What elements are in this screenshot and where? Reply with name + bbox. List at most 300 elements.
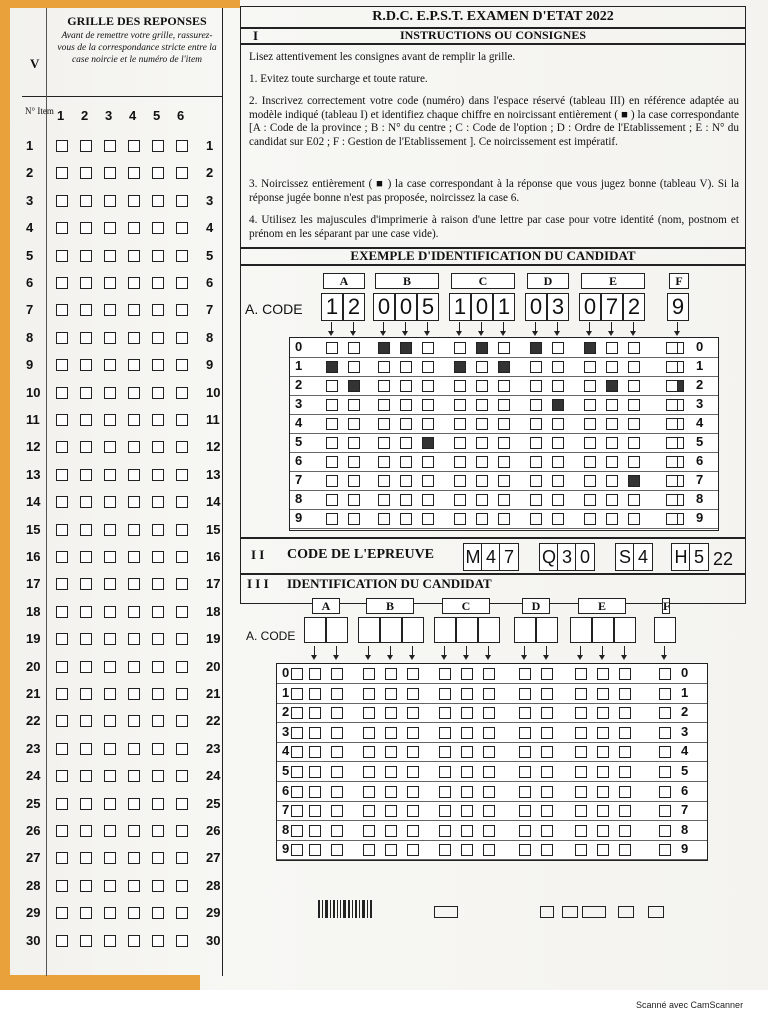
answer-checkbox[interactable] [104,798,116,810]
answer-checkbox[interactable] [152,661,164,673]
answer-checkbox[interactable] [176,441,188,453]
answer-checkbox[interactable] [128,935,140,947]
answer-checkbox[interactable] [176,715,188,727]
candidate-bubble[interactable] [439,786,451,798]
candidate-bubble[interactable] [363,844,375,856]
candidate-bubble[interactable] [619,707,631,719]
answer-checkbox[interactable] [104,880,116,892]
candidate-bubble[interactable] [659,746,671,758]
candidate-bubble[interactable] [575,688,587,700]
candidate-bubble[interactable] [597,727,609,739]
candidate-bubble[interactable] [331,766,343,778]
answer-checkbox[interactable] [176,907,188,919]
answer-checkbox[interactable] [128,195,140,207]
candidate-bubble[interactable] [483,746,495,758]
candidate-bubble[interactable] [407,844,419,856]
answer-checkbox[interactable] [56,825,68,837]
candidate-bubble[interactable] [597,825,609,837]
answer-checkbox[interactable] [56,798,68,810]
candidate-bubble[interactable] [331,668,343,680]
answer-checkbox[interactable] [176,167,188,179]
candidate-bubble[interactable] [439,825,451,837]
answer-checkbox[interactable] [80,606,92,618]
answer-checkbox[interactable] [128,250,140,262]
candidate-code-cell[interactable] [326,617,348,643]
answer-checkbox[interactable] [80,250,92,262]
answer-checkbox[interactable] [56,715,68,727]
candidate-bubble[interactable] [597,786,609,798]
candidate-bubble[interactable] [483,766,495,778]
answer-checkbox[interactable] [104,907,116,919]
answer-checkbox[interactable] [152,414,164,426]
answer-checkbox[interactable] [80,798,92,810]
answer-checkbox[interactable] [128,606,140,618]
candidate-bubble[interactable] [659,786,671,798]
answer-checkbox[interactable] [56,195,68,207]
candidate-bubble[interactable] [407,727,419,739]
answer-checkbox[interactable] [176,524,188,536]
answer-checkbox[interactable] [56,414,68,426]
candidate-bubble[interactable] [597,844,609,856]
candidate-bubble[interactable] [483,805,495,817]
answer-checkbox[interactable] [80,359,92,371]
answer-checkbox[interactable] [128,688,140,700]
answer-checkbox[interactable] [80,277,92,289]
answer-checkbox[interactable] [152,277,164,289]
candidate-bubble[interactable] [575,746,587,758]
candidate-bubble[interactable] [541,688,553,700]
answer-checkbox[interactable] [56,606,68,618]
answer-checkbox[interactable] [176,387,188,399]
answer-checkbox[interactable] [128,496,140,508]
candidate-bubble[interactable] [309,727,321,739]
candidate-bubble[interactable] [331,707,343,719]
answer-checkbox[interactable] [152,907,164,919]
candidate-bubble[interactable] [575,825,587,837]
answer-checkbox[interactable] [80,907,92,919]
answer-checkbox[interactable] [128,277,140,289]
candidate-bubble[interactable] [461,766,473,778]
answer-checkbox[interactable] [128,551,140,563]
answer-checkbox[interactable] [176,140,188,152]
candidate-bubble[interactable] [541,766,553,778]
candidate-bubble[interactable] [461,688,473,700]
answer-checkbox[interactable] [56,743,68,755]
candidate-bubble[interactable] [519,766,531,778]
candidate-bubble[interactable] [363,727,375,739]
answer-checkbox[interactable] [104,441,116,453]
answer-checkbox[interactable] [104,715,116,727]
answer-checkbox[interactable] [176,935,188,947]
answer-checkbox[interactable] [152,304,164,316]
answer-checkbox[interactable] [176,743,188,755]
answer-checkbox[interactable] [152,551,164,563]
answer-checkbox[interactable] [80,852,92,864]
candidate-bubble[interactable] [519,727,531,739]
candidate-bubble[interactable] [309,805,321,817]
answer-checkbox[interactable] [128,167,140,179]
answer-checkbox[interactable] [80,469,92,481]
answer-checkbox[interactable] [152,469,164,481]
answer-checkbox[interactable] [176,852,188,864]
candidate-bubble[interactable] [309,746,321,758]
candidate-bubble[interactable] [407,786,419,798]
answer-checkbox[interactable] [176,606,188,618]
answer-checkbox[interactable] [152,222,164,234]
candidate-bubble[interactable] [483,844,495,856]
candidate-bubble[interactable] [407,668,419,680]
answer-checkbox[interactable] [56,304,68,316]
answer-checkbox[interactable] [56,222,68,234]
answer-checkbox[interactable] [56,907,68,919]
candidate-bubble[interactable] [407,746,419,758]
candidate-bubble[interactable] [309,707,321,719]
candidate-code-cell[interactable] [380,617,402,643]
candidate-bubble[interactable] [439,707,451,719]
candidate-bubble[interactable] [597,688,609,700]
answer-checkbox[interactable] [80,167,92,179]
answer-checkbox[interactable] [128,715,140,727]
candidate-bubble[interactable] [461,825,473,837]
answer-checkbox[interactable] [176,359,188,371]
answer-checkbox[interactable] [176,469,188,481]
answer-checkbox[interactable] [56,633,68,645]
candidate-code-cell[interactable] [434,617,456,643]
answer-checkbox[interactable] [56,770,68,782]
candidate-bubble[interactable] [619,688,631,700]
answer-checkbox[interactable] [128,907,140,919]
candidate-bubble[interactable] [659,707,671,719]
answer-checkbox[interactable] [104,633,116,645]
candidate-bubble[interactable] [407,688,419,700]
answer-checkbox[interactable] [152,852,164,864]
candidate-bubble[interactable] [363,707,375,719]
candidate-bubble[interactable] [407,766,419,778]
candidate-bubble[interactable] [597,766,609,778]
answer-checkbox[interactable] [128,359,140,371]
answer-checkbox[interactable] [80,935,92,947]
candidate-bubble[interactable] [619,746,631,758]
answer-checkbox[interactable] [152,496,164,508]
candidate-bubble[interactable] [439,668,451,680]
answer-checkbox[interactable] [152,195,164,207]
candidate-bubble[interactable] [519,668,531,680]
candidate-bubble[interactable] [597,707,609,719]
candidate-bubble[interactable] [407,825,419,837]
candidate-bubble[interactable] [575,786,587,798]
candidate-code-cell[interactable] [478,617,500,643]
answer-checkbox[interactable] [104,578,116,590]
answer-checkbox[interactable] [176,496,188,508]
candidate-bubble[interactable] [575,844,587,856]
candidate-bubble[interactable] [619,805,631,817]
answer-checkbox[interactable] [128,414,140,426]
answer-checkbox[interactable] [176,798,188,810]
candidate-bubble[interactable] [439,805,451,817]
candidate-bubble[interactable] [385,844,397,856]
candidate-bubble[interactable] [363,786,375,798]
candidate-code-cell[interactable] [614,617,636,643]
answer-checkbox[interactable] [80,304,92,316]
answer-checkbox[interactable] [56,935,68,947]
answer-checkbox[interactable] [80,551,92,563]
answer-checkbox[interactable] [176,222,188,234]
answer-checkbox[interactable] [80,222,92,234]
answer-checkbox[interactable] [56,387,68,399]
answer-checkbox[interactable] [56,688,68,700]
answer-checkbox[interactable] [128,222,140,234]
candidate-bubble[interactable] [619,766,631,778]
candidate-bubble[interactable] [363,766,375,778]
answer-checkbox[interactable] [56,661,68,673]
candidate-code-cell[interactable] [304,617,326,643]
candidate-bubble[interactable] [575,727,587,739]
candidate-bubble[interactable] [541,825,553,837]
answer-checkbox[interactable] [80,770,92,782]
answer-checkbox[interactable] [104,387,116,399]
candidate-code-cell[interactable] [358,617,380,643]
answer-checkbox[interactable] [104,743,116,755]
candidate-bubble[interactable] [483,825,495,837]
answer-checkbox[interactable] [104,222,116,234]
answer-checkbox[interactable] [80,743,92,755]
answer-checkbox[interactable] [80,880,92,892]
candidate-bubble[interactable] [461,805,473,817]
candidate-bubble[interactable] [519,746,531,758]
answer-checkbox[interactable] [128,441,140,453]
candidate-bubble[interactable] [363,746,375,758]
answer-checkbox[interactable] [104,414,116,426]
candidate-bubble[interactable] [519,805,531,817]
candidate-bubble[interactable] [309,766,321,778]
candidate-bubble[interactable] [363,668,375,680]
answer-checkbox[interactable] [152,524,164,536]
answer-checkbox[interactable] [176,332,188,344]
candidate-bubble[interactable] [659,668,671,680]
answer-checkbox[interactable] [128,852,140,864]
answer-checkbox[interactable] [152,880,164,892]
answer-checkbox[interactable] [176,277,188,289]
candidate-bubble[interactable] [363,688,375,700]
answer-checkbox[interactable] [152,606,164,618]
candidate-bubble[interactable] [439,688,451,700]
answer-checkbox[interactable] [80,633,92,645]
answer-checkbox[interactable] [80,825,92,837]
answer-checkbox[interactable] [56,441,68,453]
candidate-bubble[interactable] [619,668,631,680]
candidate-code-cell[interactable] [592,617,614,643]
candidate-bubble[interactable] [541,707,553,719]
answer-checkbox[interactable] [128,140,140,152]
candidate-bubble[interactable] [309,668,321,680]
answer-checkbox[interactable] [128,825,140,837]
answer-checkbox[interactable] [80,195,92,207]
candidate-bubble[interactable] [519,844,531,856]
candidate-bubble[interactable] [519,688,531,700]
answer-checkbox[interactable] [104,250,116,262]
answer-checkbox[interactable] [128,578,140,590]
candidate-bubble[interactable] [331,844,343,856]
candidate-bubble[interactable] [519,707,531,719]
candidate-bubble[interactable] [309,786,321,798]
answer-checkbox[interactable] [176,633,188,645]
candidate-bubble[interactable] [659,805,671,817]
candidate-bubble[interactable] [385,766,397,778]
candidate-bubble[interactable] [309,688,321,700]
candidate-bubble[interactable] [439,727,451,739]
candidate-code-cell[interactable] [514,617,536,643]
candidate-bubble[interactable] [619,786,631,798]
candidate-bubble[interactable] [385,786,397,798]
answer-checkbox[interactable] [152,935,164,947]
answer-checkbox[interactable] [56,496,68,508]
candidate-bubble[interactable] [659,727,671,739]
candidate-bubble[interactable] [483,688,495,700]
answer-checkbox[interactable] [104,304,116,316]
candidate-bubble[interactable] [659,688,671,700]
candidate-bubble[interactable] [385,668,397,680]
candidate-bubble[interactable] [385,707,397,719]
candidate-bubble[interactable] [483,727,495,739]
candidate-bubble[interactable] [519,786,531,798]
answer-checkbox[interactable] [104,688,116,700]
candidate-bubble[interactable] [541,668,553,680]
candidate-bubble[interactable] [461,707,473,719]
answer-checkbox[interactable] [152,798,164,810]
candidate-bubble[interactable] [439,746,451,758]
answer-checkbox[interactable] [128,469,140,481]
answer-checkbox[interactable] [152,167,164,179]
answer-checkbox[interactable] [152,359,164,371]
answer-checkbox[interactable] [152,332,164,344]
answer-checkbox[interactable] [104,661,116,673]
candidate-bubble[interactable] [659,825,671,837]
candidate-bubble[interactable] [331,688,343,700]
answer-checkbox[interactable] [176,414,188,426]
answer-checkbox[interactable] [80,524,92,536]
answer-checkbox[interactable] [176,304,188,316]
answer-checkbox[interactable] [56,332,68,344]
answer-checkbox[interactable] [176,661,188,673]
answer-checkbox[interactable] [104,935,116,947]
answer-checkbox[interactable] [152,250,164,262]
answer-checkbox[interactable] [128,332,140,344]
answer-checkbox[interactable] [128,661,140,673]
answer-checkbox[interactable] [128,743,140,755]
candidate-bubble[interactable] [461,786,473,798]
answer-checkbox[interactable] [152,387,164,399]
answer-checkbox[interactable] [176,578,188,590]
candidate-bubble[interactable] [385,727,397,739]
candidate-bubble[interactable] [363,805,375,817]
candidate-bubble[interactable] [597,805,609,817]
candidate-code-cell[interactable] [654,617,676,643]
candidate-code-cell[interactable] [402,617,424,643]
answer-checkbox[interactable] [128,798,140,810]
answer-checkbox[interactable] [104,825,116,837]
candidate-code-cell[interactable] [570,617,592,643]
candidate-bubble[interactable] [619,844,631,856]
answer-checkbox[interactable] [80,496,92,508]
answer-checkbox[interactable] [80,332,92,344]
answer-checkbox[interactable] [152,578,164,590]
answer-checkbox[interactable] [56,852,68,864]
candidate-bubble[interactable] [659,844,671,856]
answer-checkbox[interactable] [80,688,92,700]
answer-checkbox[interactable] [152,688,164,700]
candidate-bubble[interactable] [461,746,473,758]
answer-checkbox[interactable] [104,606,116,618]
candidate-bubble[interactable] [407,805,419,817]
candidate-bubble[interactable] [385,688,397,700]
answer-checkbox[interactable] [56,277,68,289]
answer-checkbox[interactable] [104,359,116,371]
answer-checkbox[interactable] [104,524,116,536]
answer-checkbox[interactable] [56,250,68,262]
answer-checkbox[interactable] [128,387,140,399]
candidate-bubble[interactable] [385,825,397,837]
answer-checkbox[interactable] [176,195,188,207]
answer-checkbox[interactable] [56,167,68,179]
candidate-bubble[interactable] [519,825,531,837]
answer-checkbox[interactable] [128,880,140,892]
answer-checkbox[interactable] [152,140,164,152]
answer-checkbox[interactable] [176,551,188,563]
candidate-bubble[interactable] [541,844,553,856]
answer-checkbox[interactable] [104,277,116,289]
answer-checkbox[interactable] [104,167,116,179]
candidate-bubble[interactable] [331,805,343,817]
answer-checkbox[interactable] [104,469,116,481]
answer-checkbox[interactable] [128,770,140,782]
candidate-bubble[interactable] [575,668,587,680]
candidate-bubble[interactable] [541,727,553,739]
candidate-bubble[interactable] [575,805,587,817]
answer-checkbox[interactable] [176,880,188,892]
answer-checkbox[interactable] [104,496,116,508]
answer-checkbox[interactable] [152,743,164,755]
answer-checkbox[interactable] [128,524,140,536]
candidate-bubble[interactable] [597,668,609,680]
candidate-bubble[interactable] [541,786,553,798]
answer-checkbox[interactable] [128,633,140,645]
answer-checkbox[interactable] [152,825,164,837]
answer-checkbox[interactable] [56,469,68,481]
candidate-bubble[interactable] [619,825,631,837]
answer-checkbox[interactable] [152,770,164,782]
answer-checkbox[interactable] [56,880,68,892]
answer-checkbox[interactable] [80,578,92,590]
candidate-bubble[interactable] [385,805,397,817]
answer-checkbox[interactable] [104,195,116,207]
candidate-bubble[interactable] [439,844,451,856]
candidate-bubble[interactable] [331,786,343,798]
candidate-bubble[interactable] [541,746,553,758]
candidate-bubble[interactable] [439,766,451,778]
candidate-bubble[interactable] [461,844,473,856]
candidate-bubble[interactable] [483,707,495,719]
answer-checkbox[interactable] [56,578,68,590]
answer-checkbox[interactable] [152,441,164,453]
answer-checkbox[interactable] [176,688,188,700]
candidate-bubble[interactable] [541,805,553,817]
answer-checkbox[interactable] [128,304,140,316]
answer-checkbox[interactable] [56,524,68,536]
answer-checkbox[interactable] [104,551,116,563]
candidate-bubble[interactable] [407,707,419,719]
candidate-bubble[interactable] [363,825,375,837]
answer-checkbox[interactable] [104,140,116,152]
